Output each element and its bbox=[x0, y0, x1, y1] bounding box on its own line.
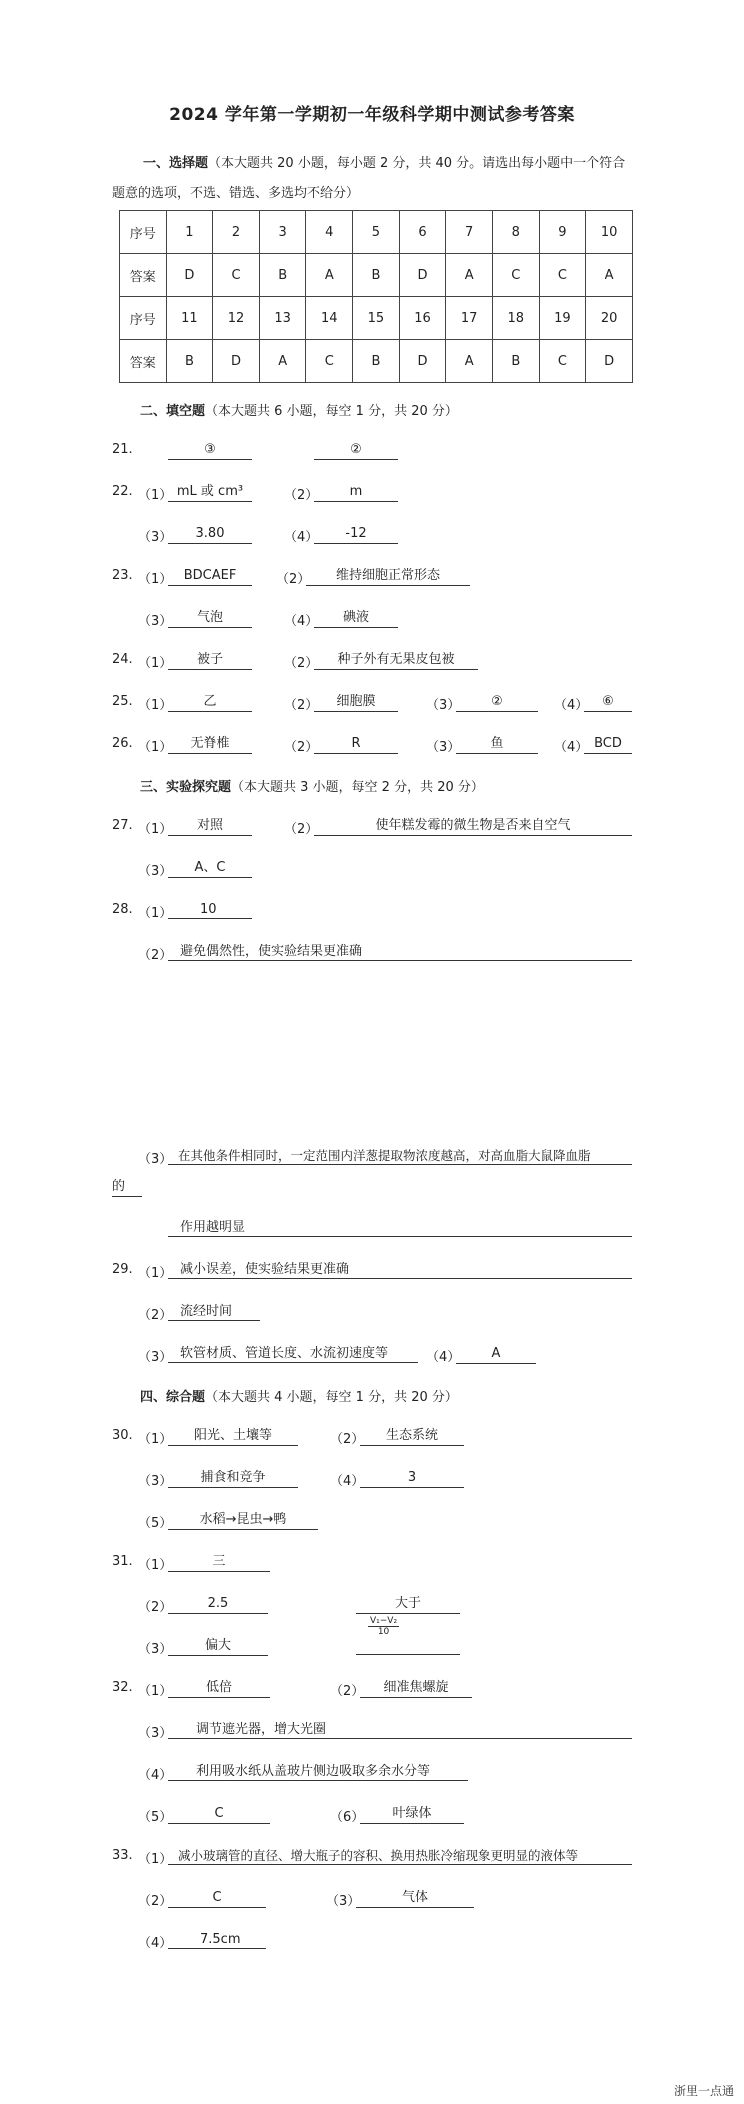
table-cell: D bbox=[586, 340, 633, 383]
table-cell: B bbox=[492, 340, 539, 383]
section1-desc: （本大题共 20 小题，每小题 2 分，共 40 分。请选出每小题中一个符合 bbox=[208, 156, 626, 171]
fraction-denominator: 10 bbox=[377, 1627, 390, 1637]
q21-answer-1: ③ bbox=[168, 441, 252, 460]
table-cell: B bbox=[353, 340, 400, 383]
q28-answer-3-line1: 在其他条件相同时，一定范围内洋葱提取物浓度越高，对高血脂大鼠降血脂 bbox=[168, 1147, 632, 1165]
q30-part-label: （1） bbox=[138, 1432, 173, 1447]
q25-answer-1: 乙 bbox=[168, 693, 252, 712]
table-cell: 3 bbox=[259, 211, 306, 254]
table-cell: B bbox=[166, 340, 213, 383]
q22-answer-2: m bbox=[314, 483, 398, 502]
section3-header bbox=[140, 776, 484, 795]
q26-part-label: （2） bbox=[284, 740, 319, 755]
q29-answer-1: 减小误差，使实验结果更准确 bbox=[168, 1261, 632, 1279]
q31-answer-3b bbox=[356, 1614, 460, 1655]
q32-part-label: （1） bbox=[138, 1684, 173, 1699]
q31-answer-1: 三 bbox=[168, 1553, 270, 1572]
table-cell: 序号 bbox=[120, 297, 167, 340]
q32-answer-5: C bbox=[168, 1805, 270, 1824]
q22-part-label: （3） bbox=[138, 530, 173, 545]
q25-answer-3: ② bbox=[456, 693, 538, 712]
q22-answer-3: 3.80 bbox=[168, 525, 252, 544]
table-cell: D bbox=[399, 340, 446, 383]
q26-answer-2: R bbox=[314, 735, 398, 754]
section3-desc: （本大题共 3 小题，每空 2 分，共 20 分） bbox=[231, 780, 484, 795]
table-cell: A bbox=[259, 340, 306, 383]
q29-part-label: （2） bbox=[138, 1308, 173, 1323]
table-cell: 17 bbox=[446, 297, 493, 340]
q30-answer-4: 3 bbox=[360, 1469, 464, 1488]
q23-answer-2: 维持细胞正常形态 bbox=[306, 567, 470, 586]
q27-number: 27. bbox=[112, 818, 133, 833]
table-cell: 6 bbox=[399, 211, 446, 254]
table-cell: 11 bbox=[166, 297, 213, 340]
table-cell: 13 bbox=[259, 297, 306, 340]
q30-answer-3: 捕食和竞争 bbox=[168, 1469, 298, 1488]
q22-answer-4: -12 bbox=[314, 525, 398, 544]
table-cell: 序号 bbox=[120, 211, 167, 254]
table-cell: D bbox=[166, 254, 213, 297]
q29-part-label: （3） bbox=[138, 1350, 173, 1365]
q25-number: 25. bbox=[112, 694, 133, 709]
table-cell: 14 bbox=[306, 297, 353, 340]
table-row bbox=[120, 297, 633, 340]
table-cell: A bbox=[306, 254, 353, 297]
section1-desc-line2: 题意的选项，不选、错选、多选均不给分） bbox=[112, 186, 360, 201]
page-title: 2024 学年第一学期初一年级科学期中测试参考答案 bbox=[169, 105, 575, 125]
q25-part-label: （1） bbox=[138, 698, 173, 713]
q32-part-label: （6） bbox=[330, 1810, 365, 1825]
q22-answer-1: mL 或 cm³ bbox=[168, 483, 252, 502]
table-cell: 9 bbox=[539, 211, 586, 254]
q29-answer-4: A bbox=[456, 1345, 536, 1364]
q29-part-label: （4） bbox=[426, 1350, 461, 1365]
q32-part-label: （4） bbox=[138, 1768, 173, 1783]
table-cell: 答案 bbox=[120, 254, 167, 297]
table-cell: A bbox=[586, 254, 633, 297]
q30-answer-5: 水稻→昆虫→鸭 bbox=[168, 1511, 318, 1530]
q24-part-label: （1） bbox=[138, 656, 173, 671]
q23-part-label: （4） bbox=[284, 614, 319, 629]
table-cell: A bbox=[446, 254, 493, 297]
q30-part-label: （4） bbox=[330, 1474, 365, 1489]
q28-answer-2: 避免偶然性，使实验结果更准确 bbox=[168, 943, 632, 961]
q22-part-label: （2） bbox=[284, 488, 319, 503]
table-cell: 4 bbox=[306, 211, 353, 254]
section4-header bbox=[140, 1386, 458, 1405]
table-cell: 8 bbox=[492, 211, 539, 254]
table-cell: 1 bbox=[166, 211, 213, 254]
q22-number: 22. bbox=[112, 484, 133, 499]
q21-answer-2: ② bbox=[314, 441, 398, 460]
q26-answer-4: BCD bbox=[584, 735, 632, 754]
q27-answer-2: 使年糕发霉的微生物是否来自空气 bbox=[314, 817, 632, 836]
q28-answer-3-de: 的 bbox=[112, 1178, 142, 1197]
table-cell: 7 bbox=[446, 211, 493, 254]
q25-part-label: （2） bbox=[284, 698, 319, 713]
q31-part-label: （3） bbox=[138, 1642, 173, 1657]
fraction-numerator: V₁−V₂ bbox=[370, 1616, 398, 1626]
table-row bbox=[120, 340, 633, 383]
section1-heading: 一、选择题 bbox=[143, 156, 209, 171]
q24-answer-1: 被子 bbox=[168, 651, 252, 670]
table-row bbox=[120, 211, 633, 254]
q25-answer-4: ⑥ bbox=[584, 693, 632, 712]
table-cell: 12 bbox=[213, 297, 260, 340]
q26-part-label: （1） bbox=[138, 740, 173, 755]
q33-answer-1: 减小玻璃管的直径、增大瓶子的容积、换用热胀冷缩现象更明显的液体等 bbox=[168, 1847, 632, 1865]
q30-answer-2: 生态系统 bbox=[360, 1427, 464, 1446]
q27-part-label: （1） bbox=[138, 822, 173, 837]
table-cell: 15 bbox=[353, 297, 400, 340]
q30-part-label: （2） bbox=[330, 1432, 365, 1447]
table-cell: D bbox=[399, 254, 446, 297]
q32-answer-2: 细准焦螺旋 bbox=[360, 1679, 472, 1698]
q31-part-label: （1） bbox=[138, 1558, 173, 1573]
table-cell: 18 bbox=[492, 297, 539, 340]
q33-answer-2: C bbox=[168, 1889, 266, 1908]
q32-part-label: （2） bbox=[330, 1684, 365, 1699]
section2-heading: 二、填空题 bbox=[140, 404, 206, 419]
q24-number: 24. bbox=[112, 652, 133, 667]
table-cell: C bbox=[539, 254, 586, 297]
table-cell: 2 bbox=[213, 211, 260, 254]
q21-number: 21. bbox=[112, 442, 133, 457]
table-cell: 20 bbox=[586, 297, 633, 340]
table-cell: A bbox=[446, 340, 493, 383]
q29-answer-3: 软管材质、管道长度、水流初速度等 bbox=[168, 1345, 418, 1363]
q23-answer-3: 气泡 bbox=[168, 609, 252, 628]
q33-part-label: （2） bbox=[138, 1894, 173, 1909]
q33-answer-4: 7.5cm bbox=[168, 1931, 266, 1949]
footer-watermark: 浙里一点通 bbox=[673, 2084, 734, 2098]
q33-part-label: （1） bbox=[138, 1852, 173, 1867]
q23-part-label: （1） bbox=[138, 572, 173, 587]
q23-number: 23. bbox=[112, 568, 133, 583]
q33-part-label: （3） bbox=[326, 1894, 361, 1909]
q27-answer-3: A、C bbox=[168, 859, 252, 878]
q32-answer-6: 叶绿体 bbox=[360, 1805, 464, 1824]
table-cell: 19 bbox=[539, 297, 586, 340]
q26-number: 26. bbox=[112, 736, 133, 751]
table-cell: 答案 bbox=[120, 340, 167, 383]
q28-number: 28. bbox=[112, 902, 133, 917]
q22-part-label: （1） bbox=[138, 488, 173, 503]
q32-part-label: （5） bbox=[138, 1810, 173, 1825]
q31-number: 31. bbox=[112, 1554, 133, 1569]
q25-part-label: （4） bbox=[554, 698, 589, 713]
q31-answer-2: 2.5 bbox=[168, 1595, 268, 1614]
table-cell: 5 bbox=[353, 211, 400, 254]
table-cell: B bbox=[353, 254, 400, 297]
section2-desc: （本大题共 6 小题，每空 1 分，共 20 分） bbox=[205, 404, 458, 419]
q22-part-label: （4） bbox=[284, 530, 319, 545]
q27-part-label: （3） bbox=[138, 864, 173, 879]
q30-number: 30. bbox=[112, 1428, 133, 1443]
q27-answer-1: 对照 bbox=[168, 817, 252, 836]
q28-answer-1: 10 bbox=[168, 901, 252, 919]
table-cell: C bbox=[492, 254, 539, 297]
q26-answer-1: 无脊椎 bbox=[168, 735, 252, 754]
q25-answer-2: 细胞膜 bbox=[314, 693, 398, 712]
table-cell: D bbox=[213, 340, 260, 383]
q31-answer-2b: 大于 bbox=[356, 1595, 460, 1614]
q26-answer-3: 鱼 bbox=[456, 735, 538, 754]
q32-answer-4: 利用吸水纸从盖玻片侧边吸取多余水分等 bbox=[168, 1763, 468, 1781]
q29-answer-2: 流经时间 bbox=[168, 1303, 260, 1321]
section4-desc: （本大题共 4 小题，每空 1 分，共 20 分） bbox=[205, 1390, 458, 1405]
q30-part-label: （3） bbox=[138, 1474, 173, 1489]
q23-answer-4: 碘液 bbox=[314, 609, 398, 628]
q32-part-label: （3） bbox=[138, 1726, 173, 1741]
q29-number: 29. bbox=[112, 1262, 133, 1277]
q26-part-label: （4） bbox=[554, 740, 589, 755]
q23-part-label: （2） bbox=[276, 572, 311, 587]
q33-part-label: （4） bbox=[138, 1936, 173, 1951]
section1-header bbox=[143, 152, 625, 171]
q33-answer-3: 气体 bbox=[356, 1889, 474, 1908]
q30-part-label: （5） bbox=[138, 1516, 173, 1531]
table-row bbox=[120, 254, 633, 297]
q31-answer-3: 偏大 bbox=[168, 1637, 268, 1656]
q28-part-label: （2） bbox=[138, 948, 173, 963]
q32-number: 32. bbox=[112, 1680, 133, 1695]
table-cell: C bbox=[306, 340, 353, 383]
q24-part-label: （2） bbox=[284, 656, 319, 671]
table-cell: B bbox=[259, 254, 306, 297]
q30-answer-1: 阳光、土壤等 bbox=[168, 1427, 298, 1446]
q28-answer-3-line2: 作用越明显 bbox=[168, 1219, 632, 1237]
q23-part-label: （3） bbox=[138, 614, 173, 629]
table-cell: C bbox=[213, 254, 260, 297]
fraction bbox=[368, 1616, 399, 1637]
q27-part-label: （2） bbox=[284, 822, 319, 837]
section3-heading: 三、实验探究题 bbox=[140, 780, 232, 795]
answer-table bbox=[119, 210, 633, 383]
q32-answer-1: 低倍 bbox=[168, 1679, 270, 1698]
q24-answer-2: 种子外有无果皮包被 bbox=[314, 651, 478, 670]
q32-answer-3: 调节遮光器，增大光圈 bbox=[168, 1721, 632, 1739]
q25-part-label: （3） bbox=[426, 698, 461, 713]
table-cell: 10 bbox=[586, 211, 633, 254]
q28-part-label: （3） bbox=[138, 1152, 173, 1167]
table-cell: 16 bbox=[399, 297, 446, 340]
q26-part-label: （3） bbox=[426, 740, 461, 755]
table-cell: C bbox=[539, 340, 586, 383]
q28-part-label: （1） bbox=[138, 906, 173, 921]
section4-heading: 四、综合题 bbox=[140, 1390, 206, 1405]
q31-part-label: （2） bbox=[138, 1600, 173, 1615]
q23-answer-1: BDCAEF bbox=[168, 567, 252, 586]
q33-number: 33. bbox=[112, 1848, 133, 1863]
section2-header bbox=[140, 400, 458, 419]
q29-part-label: （1） bbox=[138, 1266, 173, 1281]
